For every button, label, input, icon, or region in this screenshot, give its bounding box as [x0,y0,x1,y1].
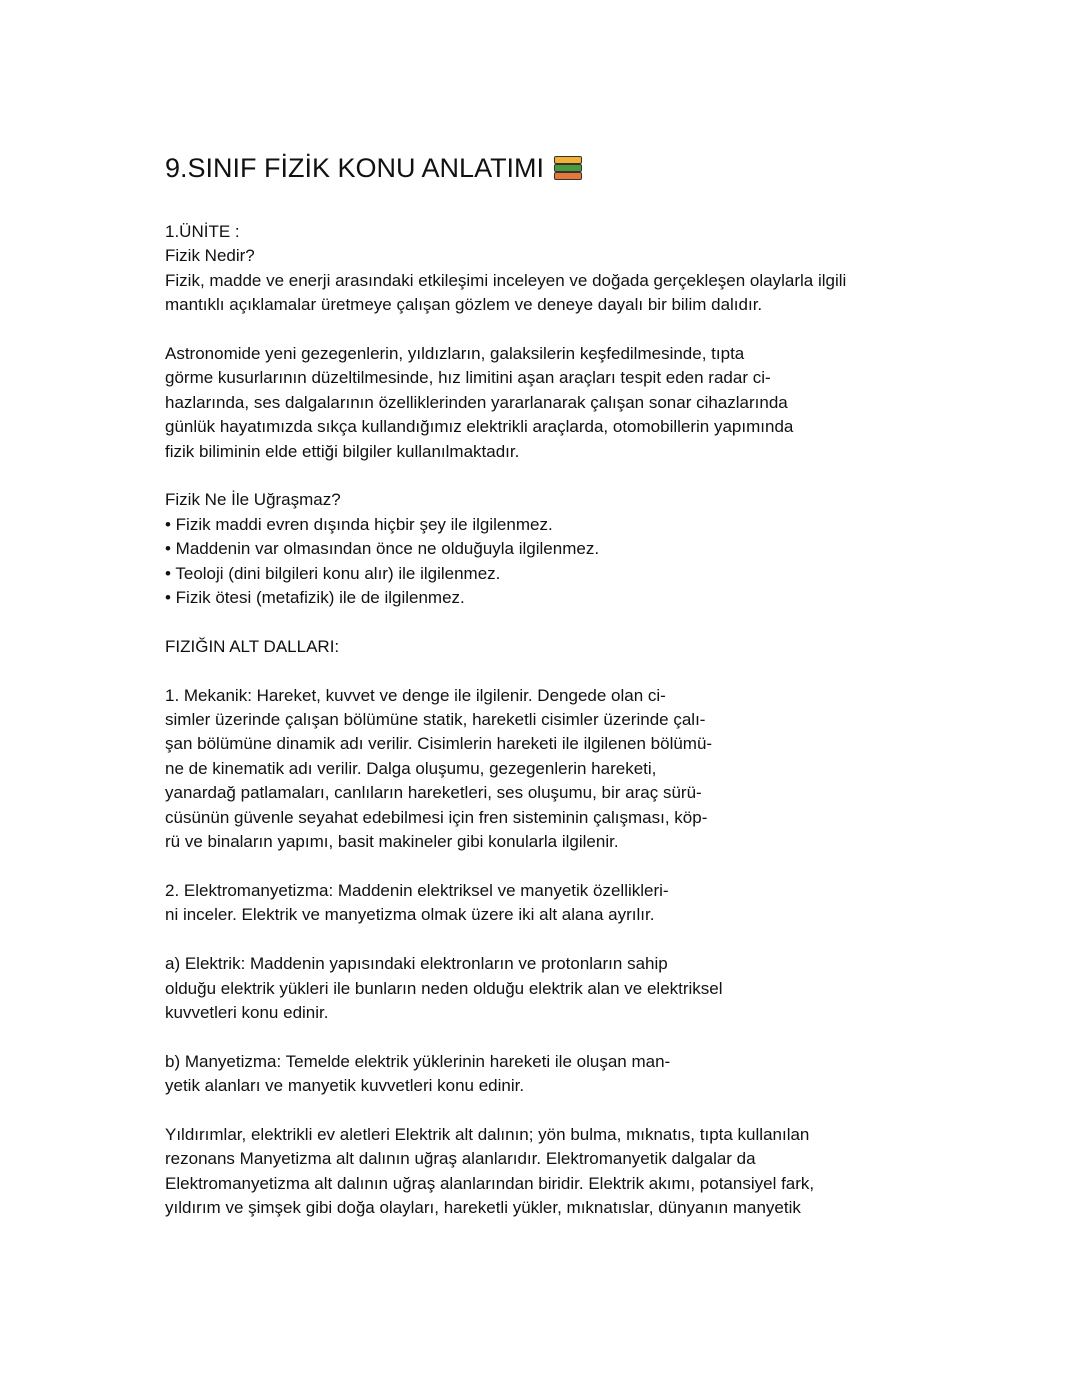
paragraph-line: Elektromanyetizma alt dalının uğraş alanlarından biridir. Elektrik akımı, potansiyel fark, [165,1173,815,1193]
paragraph-line: a) Elektrik: Maddenin yapısındaki elektronların ve protonların sahip [165,954,668,974]
paragraph-line: mantıklı açıklamalar üretmeye çalışan gözlem ve deneye dayalı bir bilim dalıdır. [165,295,763,315]
book-shape [554,156,582,164]
question-heading: Fizik Nedir? [165,246,255,266]
paragraph-line: ne de kinematik adı verilir. Dalga oluşumu, gezegenlerin hareketi, [165,758,657,778]
paragraph-line: yetik alanları ve manyetik kuvvetleri konu edinir. [165,1076,525,1096]
paragraph-line: rezonans Manyetizma alt dalının uğraş alanlarıdır. Elektromanyetik dalgalar da [165,1149,756,1169]
question-heading: Fizik Ne İle Uğraşmaz? [165,490,341,510]
paragraph-line: rü ve binaların yapımı, basit makineler gibi konularla ilgilenir. [165,832,619,852]
paragraph-line: b) Manyetizma: Temelde elektrik yüklerinin hareketi ile oluşan man- [165,1051,671,1071]
section-heading: FIZIĞIN ALT DALLARI: [165,636,340,656]
paragraph-line: kuvvetleri konu edinir. [165,1002,329,1022]
paragraph-line: olduğu elektrik yükleri ile bunların neden olduğu elektrik alan ve elektriksel [165,978,723,998]
bullet-item: • Teoloji (dini bilgileri konu alır) ile ilgilenmez. [165,563,501,583]
paragraph-line: Yıldırımlar, elektrikli ev aletleri Elektrik alt dalının; yön bulma, mıknatıs, tıpta kullanılan [165,1124,810,1144]
paragraph-line: fizik biliminin elde ettiği bilgiler kullanılmaktadır. [165,441,520,461]
paragraph-line: 1. Mekanik: Hareket, kuvvet ve denge ile ilgilenir. Dengede olan ci- [165,685,666,705]
paragraph-line: Fizik, madde ve enerji arasındaki etkileşimi inceleyen ve doğada gerçekleşen olaylarla ilgili [165,270,847,290]
paragraph-line: görme kusurlarının düzeltilmesinde, hız limitini aşan araçları tespit eden radar ci- [165,368,771,388]
paragraph-line: yıldırım ve şimşek gibi doğa olayları, hareketli yükler, mıknatıslar, dünyanın manyetik [165,1198,801,1218]
paragraph-line: ni inceler. Elektrik ve manyetizma olmak üzere iki alt alana ayrılır. [165,905,655,925]
paragraph-line: yanardağ patlamaları, canlıların hareketleri, ses oluşumu, bir araç sürü- [165,783,702,803]
page-title [165,148,925,188]
book-shape [554,172,582,180]
bullet-item: • Fizik ötesi (metafizik) ile de ilgilenmez. [165,588,465,608]
paragraph-line: Astronomide yeni gezegenlerin, yıldızların, galaksilerin keşfedilmesinde, tıpta [165,344,745,364]
page-title-text: 9.SINIF FİZİK KONU ANLATIMI [165,153,545,183]
unit-heading: 1.ÜNİTE : [165,222,240,241]
paragraph-line: 2. Elektromanyetizma: Maddenin elektriksel ve manyetik özellikleri- [165,880,669,900]
paragraph-line: günlük hayatımızda sıkça kullandığımız elektrikli araçlarda, otomobillerin yapımında [165,417,794,437]
paragraph-line: hazlarında, ses dalgalarının özelliklerinden yararlanarak çalışan sonar cihazlarında [165,392,788,412]
document-content [165,148,925,1221]
paragraph-line: simler üzerinde çalışan bölümüne statik, hareketli cisimler üzerinde çalı- [165,710,706,730]
bullet-item: • Maddenin var olmasından önce ne olduğuyla ilgilenmez. [165,539,600,559]
books-icon [554,155,582,181]
paragraph-line: cüsünün güvenle seyahat edebilmesi için fren sisteminin çalışması, köp- [165,807,708,827]
book-shape [554,164,582,172]
paragraph-line: şan bölümüne dinamik adı verilir. Cisimlerin hareketi ile ilgilenen bölümü- [165,734,713,754]
bullet-item: • Fizik maddi evren dışında hiçbir şey ile ilgilenmez. [165,514,553,534]
